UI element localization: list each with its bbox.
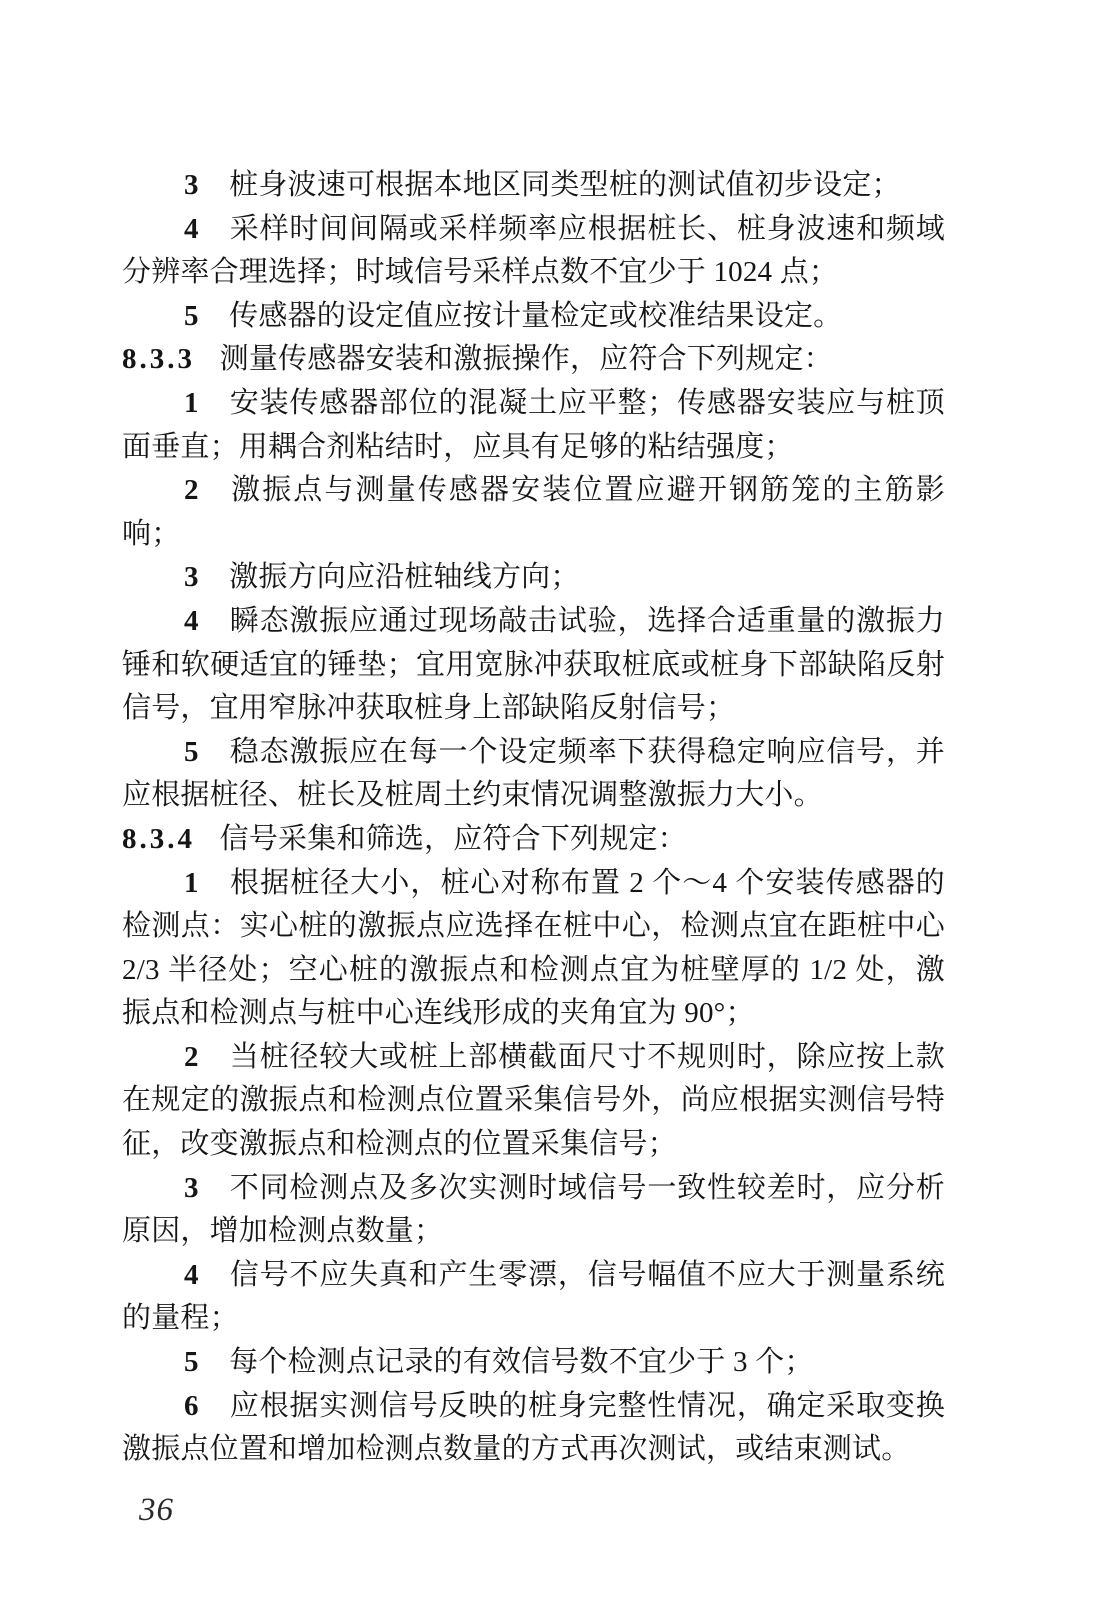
item-text: 激振点与测量传感器安装位置应避开钢筋笼的主筋影响； — [122, 474, 945, 550]
item-text: 应根据实测信号反映的桩身完整性情况，确定采取变换激振点位置和增加检测点数量的方式再次测试，或结束测试。 — [122, 1389, 945, 1466]
item-number: 1 — [184, 386, 199, 419]
item-text: 激振方向应沿桩轴线方向； — [229, 561, 580, 594]
item-number: 3 — [184, 1171, 199, 1204]
clause-number: 8.3.4 — [122, 822, 195, 855]
item-number: 2 — [184, 474, 199, 507]
item-paragraph — [122, 556, 945, 600]
item-text: 每个检测点记录的有效信号数不宜少于 3 个； — [229, 1346, 814, 1379]
item-paragraph — [122, 1167, 945, 1254]
body-text — [122, 164, 945, 1472]
item-number: 5 — [184, 735, 199, 768]
item-paragraph — [122, 600, 945, 731]
item-paragraph — [122, 1254, 945, 1341]
clause-paragraph — [122, 818, 945, 862]
item-number: 3 — [184, 169, 199, 201]
clause-number: 8.3.3 — [122, 343, 195, 376]
item-paragraph — [122, 862, 945, 1036]
item-text: 信号不应失真和产生零漂，信号幅值不应大于测量系统的量程； — [122, 1258, 945, 1335]
item-number: 5 — [184, 1346, 199, 1379]
item-number: 4 — [184, 604, 199, 637]
item-number: 1 — [184, 866, 199, 899]
item-paragraph — [122, 382, 945, 469]
clause-text: 测量传感器安装和激振操作，应符合下列规定： — [219, 343, 833, 376]
item-number: 3 — [184, 561, 199, 594]
item-number: 4 — [184, 212, 199, 245]
item-paragraph — [122, 469, 945, 556]
item-text: 采样时间间隔或采样频率应根据桩长、桩身波速和频域分辨率合理选择；时域信号采样点数不宜少于 1024 点； — [122, 212, 945, 289]
page-number: 36 — [139, 1492, 174, 1528]
item-paragraph — [122, 1385, 945, 1472]
clause-paragraph — [122, 338, 945, 382]
item-text: 安装传感器部位的混凝土应平整；传感器安装应与桩顶面垂直；用耦合剂粘结时，应具有足够的粘结强度； — [122, 386, 945, 463]
item-text: 当桩径较大或桩上部横截面尺寸不规则时，除应按上款在规定的激振点和检测点位置采集信号外，尚应根据实测信号特征，改变激振点和检测点的位置采集信号； — [122, 1040, 945, 1161]
item-number: 6 — [184, 1389, 199, 1422]
item-number: 2 — [184, 1040, 199, 1073]
item-text: 不同检测点及多次实测时域信号一致性较差时，应分析原因，增加检测点数量； — [122, 1171, 945, 1248]
item-paragraph — [122, 731, 945, 818]
item-text: 稳态激振应在每一个设定频率下获得稳定响应信号，并应根据桩径、桩长及桩周土约束情况调整激振力大小。 — [122, 735, 945, 812]
item-paragraph — [122, 208, 945, 295]
item-paragraph — [122, 1036, 945, 1167]
clause-text: 信号采集和筛选，应符合下列规定： — [219, 822, 687, 855]
item-number: 5 — [184, 299, 199, 332]
item-paragraph — [122, 295, 945, 339]
item-text: 瞬态激振应通过现场敲击试验，选择合适重量的激振力锤和软硬适宜的锤垫；宜用宽脉冲获取桩底或桩身下部缺陷反射信号，宜用窄脉冲获取桩身上部缺陷反射信号； — [122, 604, 945, 725]
item-number: 4 — [184, 1258, 199, 1291]
item-paragraph — [122, 1341, 945, 1385]
item-paragraph — [122, 164, 945, 208]
item-text: 传感器的设定值应按计量检定或校准结果设定。 — [229, 299, 843, 332]
item-text: 桩身波速可根据本地区同类型桩的测试值初步设定； — [229, 169, 901, 201]
item-text: 根据桩径大小，桩心对称布置 2 个～4 个安装传感器的检测点：实心桩的激振点应选择在桩中心，检测点宜在距桩中心 2/3 半径处；空心桩的激振点和检测点宜为桩壁厚的 1/2 处，激振点和检测点与桩中心连线形成的夹角宜为 90°； — [122, 866, 945, 1030]
